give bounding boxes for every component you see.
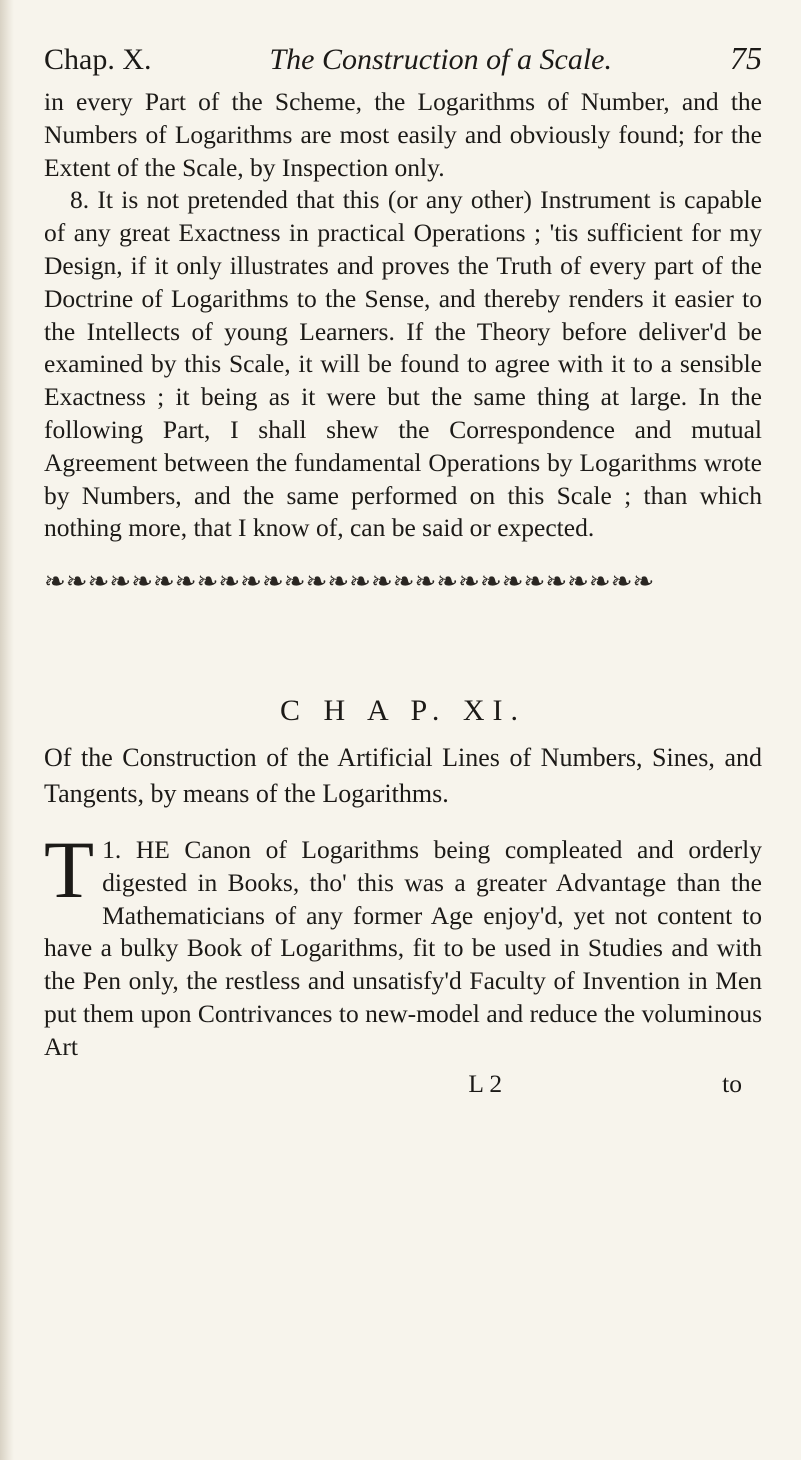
- ornament-glyph: ❧: [610, 567, 631, 597]
- ornament-glyph: ❧: [109, 567, 130, 597]
- ornament-glyph: ❧: [174, 567, 195, 597]
- chapter-heading: C H A P. XI.: [279, 694, 527, 728]
- paragraph-8: 8. It is not pretended that this (or any other) Instrument is capable of any great Exactness in practical Operations ; 'tis sufficient for my Design, if it only illustrates and proves the Truth of every part of the Doctrine of Logarithms to the Sense, and thereby renders it easier to the Intellects of young Learners. If the Theory before deliver'd be examined by this Scale, it will be found to agree with it to a sensible Exactness ; it being as it were but the same thing at large. In the following Part, I shall shew the Correspondence and mutual Agreement between the fundamental Operations by Logarithms wrote by Numbers, and the same performed on this Scale ; than which nothing more, that I know of, can be said or expected.: [44, 185, 762, 543]
- header-title: The Construction of a Scale.: [269, 43, 612, 76]
- ornament-glyph: ❧: [458, 567, 478, 597]
- paragraph-1-number: 1.: [102, 834, 122, 864]
- ornament-glyph: ❧: [261, 567, 282, 597]
- ornament-glyph: ❧: [414, 567, 435, 597]
- ornament-glyph: ❧: [131, 567, 151, 597]
- ornament-glyph: ❧: [218, 567, 239, 597]
- ornament-glyph: ❧: [44, 567, 64, 597]
- decorative-ornament-band: [44, 565, 762, 599]
- ornament-glyph: ❧: [327, 567, 348, 597]
- paragraph-1-text: HE Canon of Logarithms being compleated and orderly digested in Books, tho' this was a greater Advantage than the Mathematicians of any former Age enjoy'd, yet not content to have a bulky Book of Logarithms, fit to be used in Studies and with the Pen only, the restless and unsatisfy'd Faculty of Invention in Men put them upon Contrivances to new-model and reduce the voluminous Art: [44, 834, 763, 1061]
- page-footer: [44, 1068, 762, 1101]
- ornament-glyph: ❧: [588, 567, 609, 597]
- ornament-glyph: ❧: [436, 567, 457, 597]
- page-number: 75: [729, 40, 762, 76]
- ornament-glyph: ❧: [240, 567, 260, 597]
- ornament-glyph: ❧: [632, 567, 653, 597]
- ornament-glyph: ❧: [283, 567, 304, 597]
- binding-gutter: [0, 0, 14, 1460]
- header-chapter: Chap. X.: [44, 43, 152, 76]
- ornament-glyph: ❧: [545, 567, 566, 597]
- ornament-glyph: ❧: [392, 567, 413, 597]
- ornament-glyph: ❧: [196, 567, 217, 597]
- continuation-paragraph: in every Part of the Scheme, the Logarithms of Number, and the Numbers of Logarithms are most easily and obviously found; for the Extent of the Scale, by Inspection only.: [44, 87, 762, 182]
- ornament-glyph: ❧: [87, 567, 108, 597]
- book-page: [44, 38, 762, 1100]
- paragraph-1: [44, 823, 763, 1064]
- ornament-glyph: ❧: [501, 567, 522, 597]
- drop-cap: T: [44, 823, 95, 915]
- ornament-glyph: ❧: [349, 567, 369, 597]
- ornament-glyph: ❧: [305, 567, 326, 597]
- running-header: [44, 38, 762, 80]
- ornament-glyph: ❧: [479, 567, 500, 597]
- ornament-glyph: ❧: [523, 567, 544, 597]
- ornament-glyph: ❧: [65, 567, 86, 597]
- signature-mark: L 2: [468, 1068, 503, 1098]
- ornament-glyph: ❧: [152, 567, 173, 597]
- chapter-title: Of the Construction of the Artificial Lines of Numbers, Sines, and Tangents, by means of the Logarithms.: [44, 742, 762, 808]
- catchword: to: [722, 1068, 742, 1098]
- ornament-glyph: ❧: [370, 567, 391, 597]
- ornament-glyph: ❧: [567, 567, 587, 597]
